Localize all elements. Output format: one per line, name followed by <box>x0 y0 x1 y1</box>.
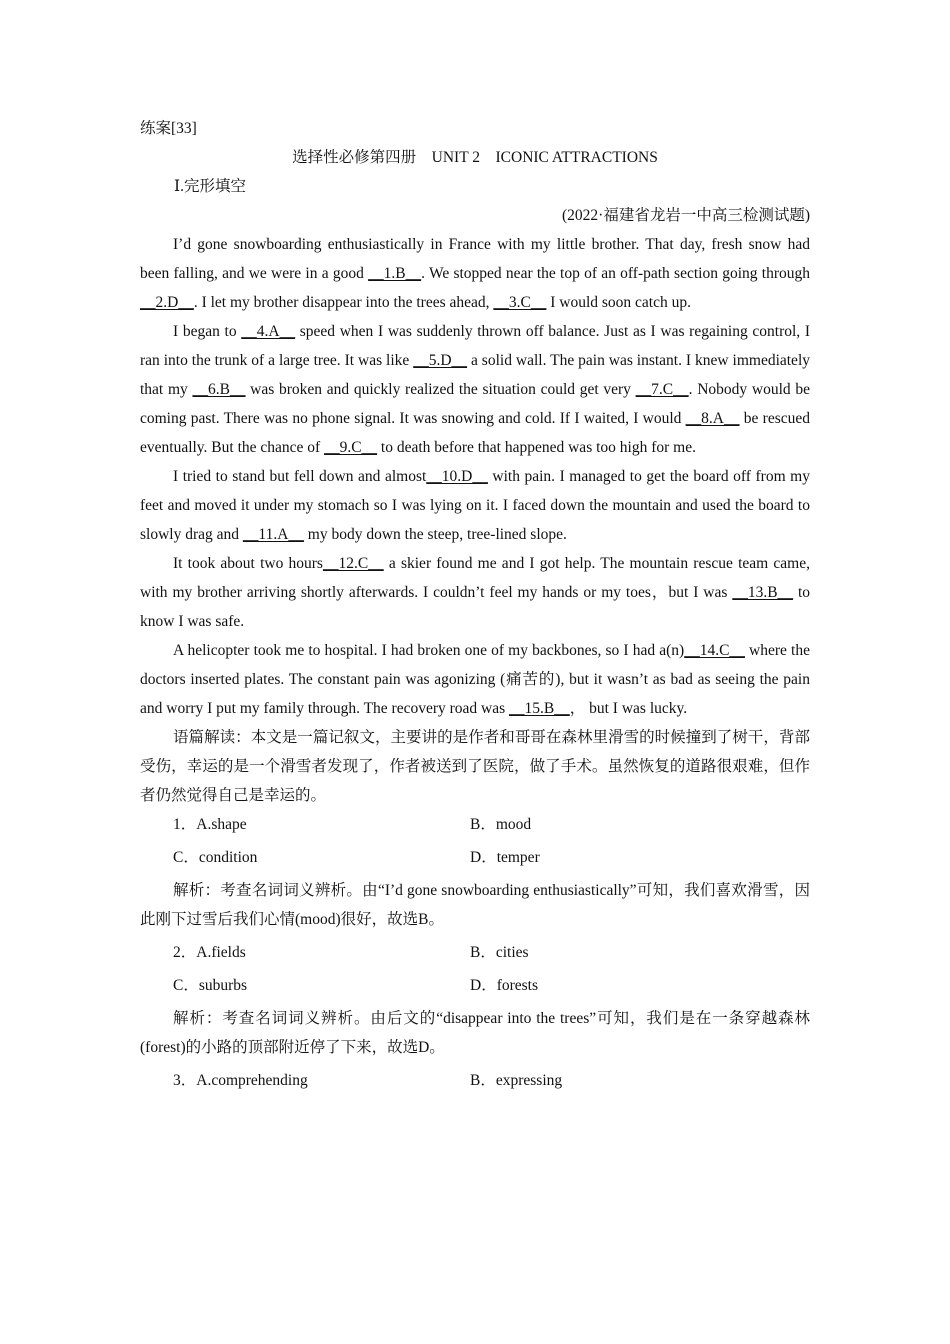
passage-text: . We stopped near the top of an off-path section going through <box>421 265 810 282</box>
passage-text: be rescued eventually. But the chance of <box>140 410 810 456</box>
source-citation: (2022·福建省龙岩一中高三检测试题) <box>562 207 810 224</box>
passage-text: . I let my brother disappear into the trees ahead, <box>193 294 494 311</box>
answer-option: 3．A.comprehending <box>173 1072 308 1089</box>
answer-blank: __7.C__ <box>635 381 689 398</box>
answer-option: C．condition <box>173 849 258 866</box>
passage-paragraph <box>140 462 810 549</box>
answer-blank: __14.C__ <box>684 642 745 659</box>
reading-summary-text: 本文是一篇记叙文，主要讲的是作者和哥哥在森林里滑雪的时候撞到了树干，背部受伤，幸运的是一个滑雪者发现了，作者被送到了医院，做了手术。虽然恢复的道路很艰难，但作者仍然觉得自己是幸运的。 <box>140 729 810 804</box>
passage-text: with pain. I managed to get the board off from my feet and moved it under my stomach so I was lying on it. I faced down the mountain and used the board to slowly drag and <box>140 468 810 543</box>
option-row <box>173 810 810 839</box>
answer-blank: __13.B__ <box>732 584 794 601</box>
passage-text: to know I was safe. <box>140 584 811 630</box>
analysis-label: 解析： <box>173 1010 223 1027</box>
question-analysis <box>140 1004 810 1062</box>
passage-paragraph <box>140 230 810 317</box>
passage-text: . Nobody would be coming past. There was no phone signal. It was snowing and cold. If I waited, I would <box>140 381 810 427</box>
passage-text: It took about two hours <box>173 555 323 572</box>
section-heading: Ⅰ.完形填空 <box>174 178 246 195</box>
option-row <box>173 971 810 1000</box>
passage-text: to death before that happened was too high for me. <box>377 439 696 456</box>
passage-text: I’d gone snowboarding enthusiastically in France with my little brother. That day, fresh snow had been falling, and we were in a good <box>140 236 810 282</box>
option-row <box>173 1066 810 1095</box>
passage-text: I began to <box>173 323 242 340</box>
answer-blank: __2.D__ <box>140 294 194 311</box>
passage-text: speed when I was suddenly thrown off balance. Just as I was regaining control, I ran into the trunk of a large tree. It was like <box>140 323 811 369</box>
passage-text: a solid wall. The pain was instant. I knew immediately that my <box>140 352 810 398</box>
analysis-label: 解析： <box>173 882 221 899</box>
answer-blank: __1.B__ <box>368 265 422 282</box>
answer-blank: __3.C__ <box>493 294 547 311</box>
answer-blank: __4.A__ <box>241 323 296 340</box>
passage-text: a skier found me and I got help. The mountain rescue team came, with my brother arriving shortly afterwards. I couldn’t feel my hands or my toes，but I was <box>140 555 810 601</box>
answer-option: B．cities <box>470 944 529 961</box>
answer-option: 1．A.shape <box>173 816 247 833</box>
page-title: 选择性必修第四册 UNIT 2 ICONIC ATTRACTIONS <box>292 149 658 166</box>
answer-blank: __15.B__ <box>509 700 570 717</box>
analysis-text: 考查名词词义辨析。由后文的“disappear into the trees”可知，我们是在一条穿越森林(forest)的小路的顶部附近停了下来，故选D。 <box>140 1010 810 1056</box>
option-row <box>173 843 810 872</box>
question-analysis <box>140 876 810 934</box>
question-list <box>140 810 810 1095</box>
passage-text: ， but I was lucky. <box>569 700 688 717</box>
passage-text: I tried to stand but fell down and almost <box>173 468 427 485</box>
answer-option: C．suburbs <box>173 977 248 994</box>
answer-option: B．expressing <box>470 1072 563 1089</box>
exercise-number: 练案[33] <box>140 120 197 137</box>
answer-blank: __5.D__ <box>413 352 468 369</box>
reading-summary-label: 语篇解读： <box>173 729 251 746</box>
reading-summary <box>140 723 810 810</box>
passage-text: my body down the steep, tree-lined slope. <box>303 526 567 543</box>
passage-paragraph <box>140 549 810 636</box>
cloze-passage <box>140 230 810 723</box>
answer-blank: __12.C__ <box>322 555 384 572</box>
answer-option: D．forests <box>470 977 539 994</box>
option-row <box>173 938 810 967</box>
passage-paragraph <box>140 636 810 723</box>
passage-text: A helicopter took me to hospital. I had broken one of my backbones, so I had a(n) <box>173 642 685 659</box>
passage-text: was broken and quickly realized the situation could get very <box>245 381 636 398</box>
answer-blank: __9.C__ <box>324 439 378 456</box>
passage-paragraph <box>140 317 810 462</box>
passage-text: I would soon catch up. <box>546 294 691 311</box>
analysis-text: 考查名词词义辨析。由“I’d gone snowboarding enthusiastically”可知，我们喜欢滑雪，因此刚下过雪后我们心情(mood)很好，故选B。 <box>140 882 810 928</box>
answer-blank: __8.A__ <box>685 410 740 427</box>
passage-text: where the doctors inserted plates. The constant pain was agonizing (痛苦的), but it wasn’t as bad as seeing the pain and worry I put my family through. The recovery road was <box>140 642 810 717</box>
answer-option: B．mood <box>470 816 532 833</box>
answer-blank: __6.B__ <box>192 381 246 398</box>
worksheet-page <box>140 114 810 1099</box>
answer-option: 2．A.fields <box>173 944 246 961</box>
answer-blank: __10.D__ <box>426 468 488 485</box>
answer-option: D．temper <box>470 849 540 866</box>
answer-blank: __11.A__ <box>242 526 304 543</box>
